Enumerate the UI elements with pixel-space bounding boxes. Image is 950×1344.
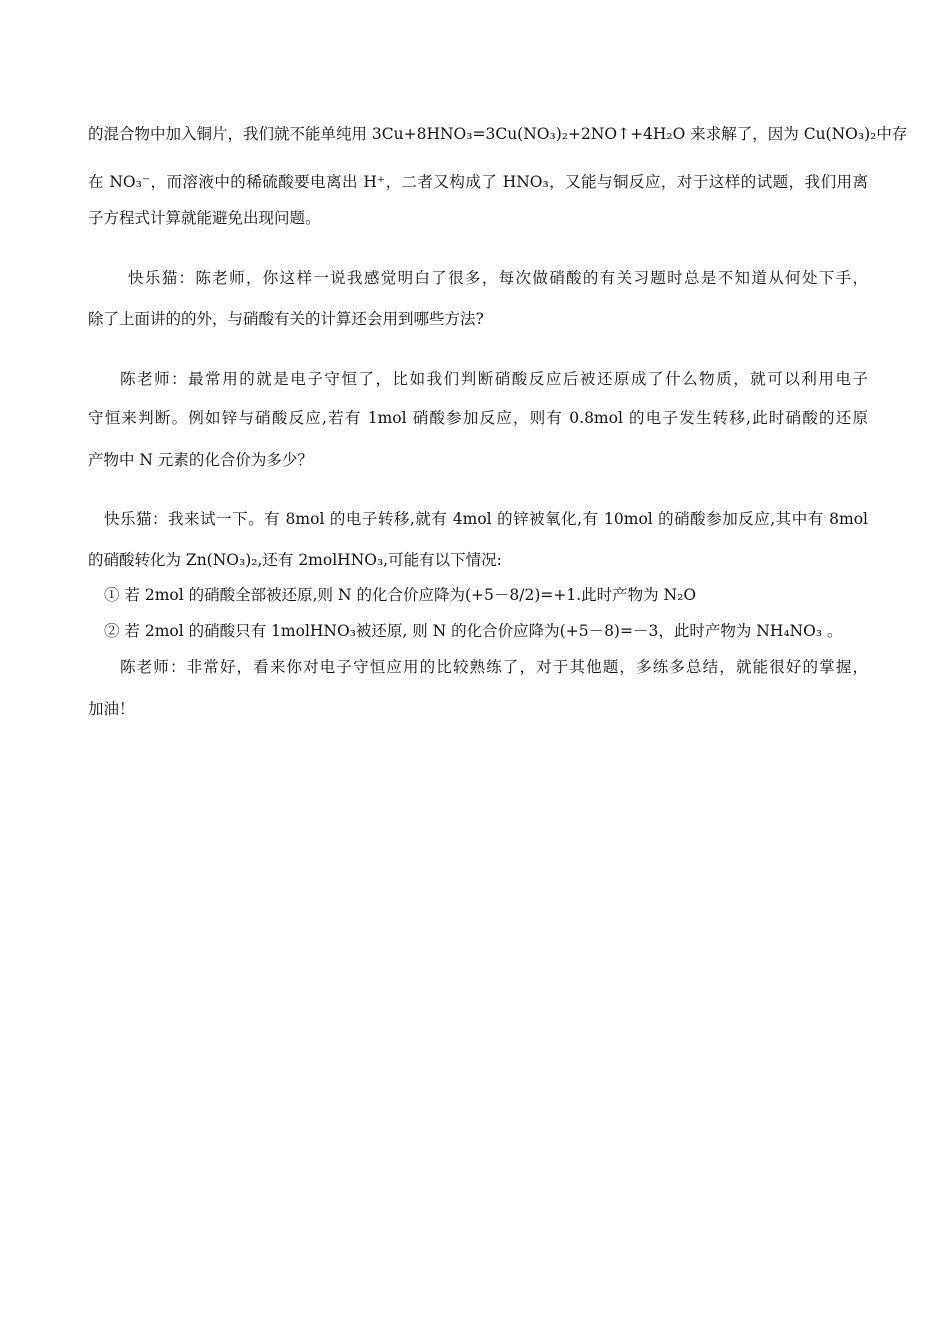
paragraph-3-line-2: 守恒来判断。例如锌与硝酸反应,若有 1mol 硝酸参加反应，则有 0.8mol 的电子发生转移,此时硝酸的还原 xyxy=(88,409,868,427)
paragraph-2-line-1: 快乐猫：陈老师，你这样一说我感觉明白了很多，每次做硝酸的有关习题时总是不知道从何处下手， xyxy=(128,269,868,287)
paragraph-4-case-2: ② 若 2mol 的硝酸只有 1molHNO₃被还原, 则 N 的化合价应降为(+5－8)=－3，此时产物为 NH₄NO₃ 。 xyxy=(104,622,843,640)
paragraph-4-line-1: 快乐猫：我来试一下。有 8mol 的电子转移,就有 4mol 的锌被氧化,有 10mol 的硝酸参加反应,其中有 8mol xyxy=(104,510,868,528)
paragraph-3-line-1: 陈老师：最常用的就是电子守恒了，比如我们判断硝酸反应后被还原成了什么物质，就可以利用电子 xyxy=(120,370,868,388)
paragraph-2-line-2: 除了上面讲的的外，与硝酸有关的计算还会用到哪些方法? xyxy=(88,310,484,328)
paragraph-5-line-2: 加油！ xyxy=(88,700,135,718)
paragraph-1-line-3: 子方程式计算就能避免出现问题。 xyxy=(88,209,321,227)
paragraph-5-line-1: 陈老师：非常好，看来你对电子守恒应用的比较熟练了，对于其他题，多练多总结，就能很好的掌握， xyxy=(120,658,868,676)
paragraph-1-line-1: 的混合物中加入铜片，我们就不能单纯用 3Cu+8HNO₃=3Cu(NO₃)₂+2NO↑+4H₂O 来求解了，因为 Cu(NO₃)₂中存 xyxy=(88,125,908,143)
paragraph-4-line-2: 的硝酸转化为 Zn(NO₃)₂,还有 2molHNO₃,可能有以下情况: xyxy=(88,551,502,569)
paragraph-1-line-2: 在 NO₃⁻，而溶液中的稀硫酸要电离出 H⁺，二者又构成了 HNO₃，又能与铜反应，对于这样的试题，我们用离 xyxy=(88,173,868,191)
paragraph-4-case-1: ① 若 2mol 的硝酸全部被还原,则 N 的化合价应降为(+5－8/2)=+1.此时产物为 N₂O xyxy=(104,586,697,604)
paragraph-3-line-3: 产物中 N 元素的化合价为多少？ xyxy=(88,451,313,469)
